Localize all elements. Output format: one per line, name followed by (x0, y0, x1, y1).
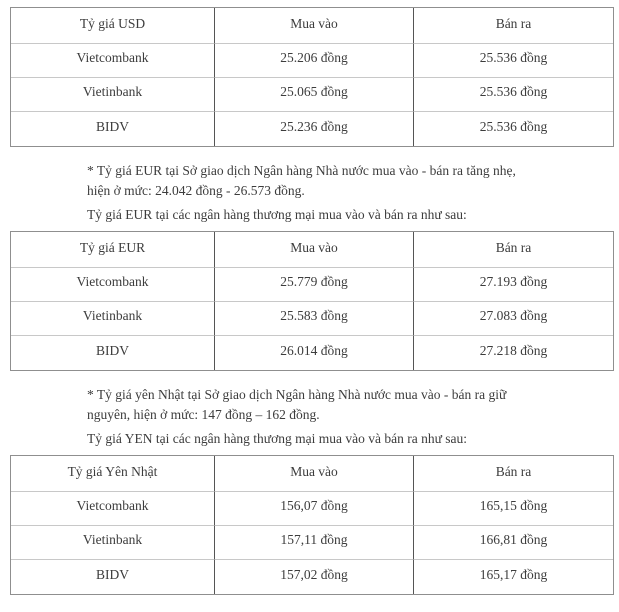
sell-column-header: Bán ra (413, 8, 613, 44)
buy-rate-cell: 26.014 đồng (214, 336, 413, 370)
buy-rate-cell: 25.236 đồng (214, 112, 413, 146)
currency-column-header: Tỷ giá USD (11, 8, 214, 44)
buy-column-header: Mua vào (214, 232, 413, 268)
sell-column-header: Bán ra (413, 456, 613, 492)
yen-note-paragraph: * Tỷ giá yên Nhật tại Sở giao dịch Ngân hàng Nhà nước mua vào - bán ra giữ nguyên, hiện ở mức: 147 đồng – 162 đồng. (87, 387, 507, 422)
table-row (11, 44, 613, 78)
yen-rates-table (10, 455, 614, 595)
buy-column-header: Mua vào (214, 456, 413, 492)
buy-rate-cell: 25.779 đồng (214, 268, 413, 302)
sell-rate-cell: 25.536 đồng (413, 78, 613, 112)
sell-rate-cell: 165,17 đồng (413, 560, 613, 594)
table-header-row (11, 232, 613, 268)
bank-name-cell: BIDV (96, 118, 129, 134)
bank-name-cell: BIDV (96, 566, 129, 582)
buy-rate-cell: 156,07 đồng (214, 492, 413, 526)
table-row (11, 492, 613, 526)
bank-name-cell: BIDV (96, 342, 129, 358)
sell-rate-cell: 166,81 đồng (413, 526, 613, 560)
currency-column-header: Tỷ giá Yên Nhật (11, 456, 214, 492)
buy-rate-cell: 25.206 đồng (214, 44, 413, 78)
sell-rate-cell: 27.083 đồng (413, 302, 613, 336)
sell-rate-cell: 25.536 đồng (413, 44, 613, 78)
sell-rate-cell: 27.193 đồng (413, 268, 613, 302)
eur-note-paragraph: * Tỷ giá EUR tại Sở giao dịch Ngân hàng Nhà nước mua vào - bán ra tăng nhẹ, hiện ở mức: 24.042 đồng - 26.573 đồng. (87, 163, 516, 198)
table-header-row (11, 456, 613, 492)
buy-column-header: Mua vào (214, 8, 413, 44)
sell-rate-cell: 25.536 đồng (413, 112, 613, 146)
table-row (11, 268, 613, 302)
yen-lead-paragraph: Tỷ giá YEN tại các ngân hàng thương mại mua vào và bán ra như sau: (87, 431, 468, 446)
bank-name-cell: Vietinbank (11, 526, 214, 560)
bank-name-cell: Vietinbank (11, 78, 214, 112)
sell-rate-cell: 27.218 đồng (413, 336, 613, 370)
eur-rates-table (10, 231, 614, 371)
bank-name-cell: Vietcombank (11, 44, 214, 78)
currency-column-header: Tỷ giá EUR (11, 232, 214, 268)
table-header-row (11, 8, 613, 44)
bank-name-cell: Vietcombank (11, 268, 214, 302)
buy-rate-cell: 25.065 đồng (214, 78, 413, 112)
usd-rates-table (10, 7, 614, 147)
sell-column-header: Bán ra (413, 232, 613, 268)
table-row (11, 78, 613, 112)
buy-rate-cell: 25.583 đồng (214, 302, 413, 336)
buy-rate-cell: 157,02 đồng (214, 560, 413, 594)
bank-name-cell: Vietcombank (11, 492, 214, 526)
eur-lead-paragraph: Tỷ giá EUR tại các ngân hàng thương mại mua vào và bán ra như sau: (87, 207, 467, 222)
table-row (11, 526, 613, 560)
bank-name-cell: Vietinbank (11, 302, 214, 336)
table-row (11, 112, 613, 146)
table-row (11, 336, 613, 370)
table-row (11, 302, 613, 336)
buy-rate-cell: 157,11 đồng (214, 526, 413, 560)
table-row (11, 560, 613, 594)
sell-rate-cell: 165,15 đồng (413, 492, 613, 526)
